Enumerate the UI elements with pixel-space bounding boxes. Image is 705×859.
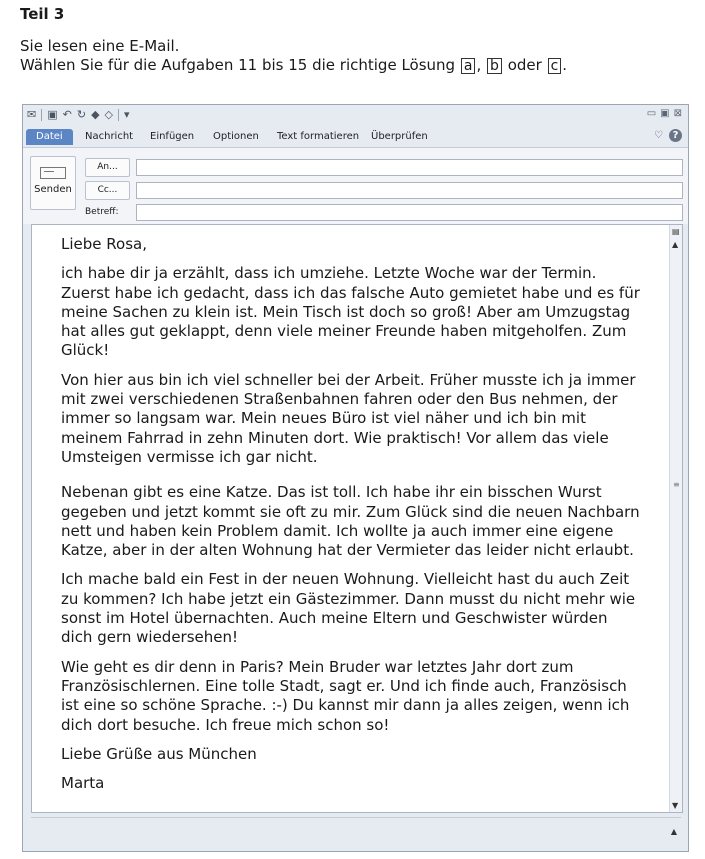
ribbon-controls (654, 129, 682, 142)
email-text (61, 235, 643, 803)
tab-datei[interactable]: Datei (26, 129, 73, 145)
tab-einfuegen[interactable]: Einfügen (150, 131, 195, 142)
minimize-icon[interactable]: ▭ (646, 108, 657, 119)
undo-icon[interactable]: ↶ (62, 108, 72, 121)
intro-line-1: Sie lesen eine E-Mail. (20, 37, 180, 55)
to-button[interactable]: An... (85, 158, 130, 177)
message-header (23, 147, 688, 224)
message-body[interactable] (31, 224, 683, 813)
email-signature: Marta (61, 774, 105, 793)
to-field[interactable] (136, 159, 683, 176)
email-window (22, 104, 689, 852)
tab-ueberpruefen[interactable]: Überprüfen (371, 131, 428, 142)
window-controls (647, 108, 682, 119)
redo-icon[interactable]: ↻ (76, 108, 87, 121)
title-bar (23, 105, 688, 127)
send-envelope-icon (40, 167, 66, 179)
email-paragraph-1: ich habe dir ja erzählt, dass ich umziehe. Letzte Woche war der Termin. Zuerst habe ich gedacht, dass ich das falsche Auto gemietet habe und es für meine Sachen zu klein ist. Mein Tisch ist doch so groß! Aber am Umzugstag hat alles gut geklappt, denn viele meiner Freunde haben mitgeholfen. Zum Glück! (61, 264, 640, 360)
send-button[interactable] (30, 156, 76, 210)
maximize-icon[interactable]: ▣ (660, 108, 670, 119)
intro-connector: oder (507, 56, 542, 74)
email-paragraph-2: Von hier aus bin ich viel schneller bei der Arbeit. Früher musste ich ja immer mit zwei verschiedenen Straßenbahnen fahren oder den Bus nehmen, der immer so langsam war. Mein neues Büro ist viel näher und ich bin mit meinem Fahrrad in zehn Minuten dort. Wie praktisch! Vor allem das viele Umsteigen vermisse ich gar nicht. (61, 370, 636, 466)
toolbar-separator (41, 109, 42, 121)
scroll-grip-icon[interactable]: ≡ (673, 480, 680, 489)
email-closing: Liebe Grüße aus München (61, 744, 257, 763)
scroll-down-icon[interactable]: ▼ (672, 801, 679, 810)
help-icon[interactable]: ? (669, 129, 682, 142)
email-paragraph-5: Wie geht es dir denn in Paris? Mein Bruder war letztes Jahr dort zum Französischlernen. Eine tolle Stadt, sagt er. Und ich finde auch, Französisch ist eine so schöne Sprache. :-) Du kannst mir dann ja alles zeigen, wenn ich dich dort besuche. Ich freue mich schon so! (61, 657, 630, 734)
tab-nachricht[interactable]: Nachricht (85, 131, 134, 142)
intro-instruction: Wählen Sie für die Aufgaben 11 bis 15 die richtige Lösung (20, 56, 456, 74)
toolbar-separator (118, 109, 119, 121)
email-paragraph-4: Ich mache bald ein Fest in der neuen Wohnung. Vielleicht hast du auch Zeit zu kommen? Ich habe jetzt ein Gästezimmer. Dann musst du nicht mehr wie sonst im Hotel übernachten. Auch meine Eltern und Geschwister würden dich gern wiedersehen! (61, 570, 636, 647)
option-b-box: b (487, 58, 502, 74)
close-icon[interactable]: ⊠ (673, 108, 682, 119)
tab-text-formatieren[interactable]: Text formatieren (277, 131, 360, 142)
vertical-scrollbar[interactable] (669, 225, 682, 812)
section-heading: Teil 3 (20, 5, 65, 23)
task-intro (20, 37, 567, 75)
cc-button[interactable]: Cc... (85, 181, 130, 200)
status-bar (31, 817, 681, 848)
collapse-ribbon-icon[interactable]: ♡ (654, 130, 663, 141)
email-greeting: Liebe Rosa, (61, 235, 147, 253)
option-c-box: c (548, 58, 562, 74)
save-icon[interactable]: ▣ (47, 108, 58, 121)
tab-optionen[interactable]: Optionen (213, 131, 259, 142)
arrow-up-icon[interactable]: ◆ (91, 108, 100, 121)
send-label: Senden (34, 184, 72, 195)
subject-field[interactable] (136, 204, 683, 221)
cc-field[interactable] (136, 182, 683, 199)
expand-pane-icon[interactable]: ▲ (670, 827, 677, 836)
customize-toolbar-icon[interactable]: ▾ (124, 108, 130, 121)
email-paragraph-3: Nebenan gibt es eine Katze. Das ist toll. Ich habe ihr ein bisschen Wurst gegeben und jetzt kommt sie oft zu mir. Zum Glück sind die neuen Nachbarn nett und haben kein Problem damit. Ich wollte ja auch immer eine eigene Katze, aber in der alten Wohnung hat der Vermieter das leider nicht erlaubt. (61, 483, 640, 560)
option-a-box: a (461, 58, 476, 74)
subject-label: Betreff: (85, 207, 119, 217)
ruler-icon[interactable]: ▤ (672, 227, 680, 236)
quick-access-toolbar (27, 108, 130, 122)
scroll-up-icon[interactable]: ▲ (672, 240, 679, 249)
ribbon-tabs (23, 127, 688, 147)
outlook-app-icon: ✉ (27, 108, 37, 121)
arrow-down-icon[interactable]: ◇ (104, 108, 113, 121)
intro-end: . (562, 56, 568, 74)
intro-line-2: Wählen Sie für die Aufgaben 11 bis 15 die richtige Lösung a , b oder c . (20, 56, 568, 74)
